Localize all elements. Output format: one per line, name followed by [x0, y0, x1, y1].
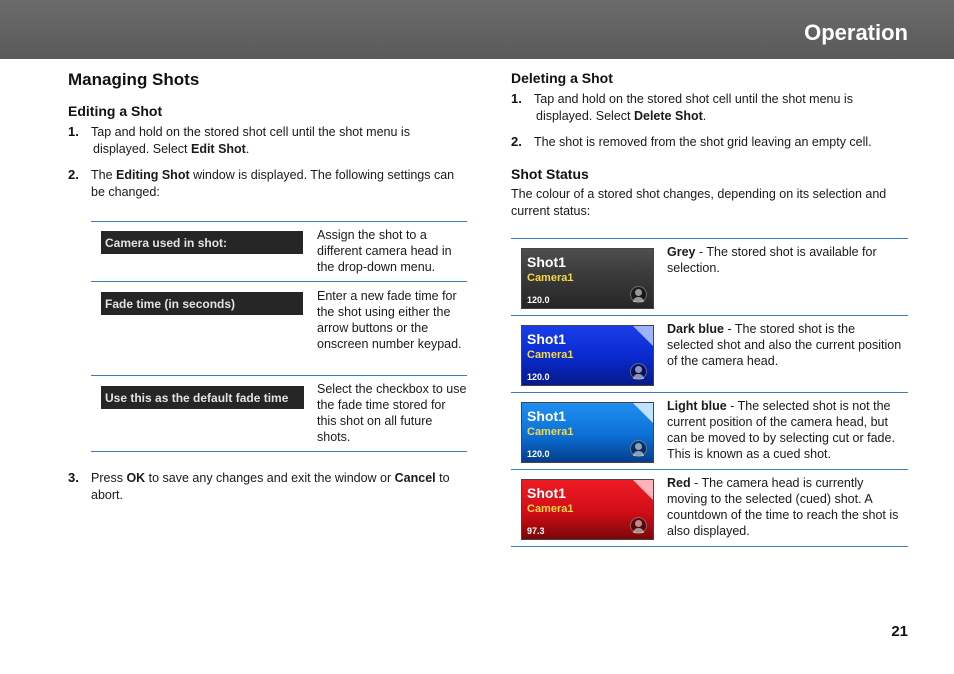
edit-step2-number: 2. [68, 167, 79, 182]
setting-desc-fade: Enter a new fade time for the shot using either the arrow buttons or the onscreen number keypad. [317, 289, 462, 351]
camera-head-icon [630, 440, 647, 457]
shot-camera: Camera1 [527, 426, 574, 438]
edit-step1-number: 1. [68, 124, 79, 139]
delete-step1-text: Tap and hold on the stored shot cell until the shot menu is displayed. Select Delete Shot. [534, 92, 853, 123]
page-number: 21 [891, 623, 908, 640]
shot-camera: Camera1 [527, 349, 574, 361]
selected-corner-mark [633, 480, 653, 500]
camera-head-icon [630, 286, 647, 303]
delete-step1-number: 1. [511, 91, 522, 106]
camera-head-icon [630, 363, 647, 380]
table-rule [91, 375, 467, 376]
camera-head-icon [630, 517, 647, 534]
edit-step2-text: The Editing Shot window is displayed. The following settings can be changed: [91, 168, 455, 199]
edit-step3-number: 3. [68, 470, 79, 485]
shot-name: Shot1 [527, 408, 566, 424]
edit-step1-text: Tap and hold on the stored shot cell until the shot menu is displayed. Select Edit Shot. [91, 125, 410, 156]
shot-cell-grey [521, 248, 654, 309]
shot-name: Shot1 [527, 331, 566, 347]
setting-desc-camera: Assign the shot to a different camera head in the drop-down menu. [317, 228, 452, 274]
shot-time: 120.0 [527, 372, 550, 382]
table-rule [91, 451, 467, 452]
status-desc-dark-blue: Dark blue - The stored shot is the selected shot and also the current position of the camera head. [667, 322, 902, 368]
shot-time: 120.0 [527, 449, 550, 459]
shot-cell-light-blue [521, 402, 654, 463]
shot-time: 97.3 [527, 526, 545, 536]
table-rule [511, 238, 908, 239]
setting-label-camera: Camera used in shot: [101, 231, 303, 254]
setting-desc-default-fade: Select the checkbox to use the fade time stored for this shot on all future shots. [317, 382, 467, 444]
shot-cell-red [521, 479, 654, 540]
table-rule [511, 315, 908, 316]
shot-name: Shot1 [527, 254, 566, 270]
status-desc-red: Red - The camera head is currently moving to the selected (cued) shot. A countdown of the time to reach the shot is also displayed. [667, 476, 899, 538]
selected-corner-mark [633, 403, 653, 423]
shot-time: 120.0 [527, 295, 550, 305]
status-intro: The colour of a stored shot changes, depending on its selection and current status: [511, 187, 887, 218]
section-title: Managing Shots [68, 70, 200, 89]
setting-label-default-fade: Use this as the default fade time [101, 386, 304, 409]
shot-cell-dark-blue [521, 325, 654, 386]
status-heading: Shot Status [511, 166, 589, 182]
table-rule [511, 469, 908, 470]
table-rule [511, 546, 908, 547]
delete-step2-text: The shot is removed from the shot grid leaving an empty cell. [534, 135, 872, 149]
edit-step3-text: Press OK to save any changes and exit the window or Cancel to abort. [91, 471, 450, 502]
editing-heading: Editing a Shot [68, 103, 163, 119]
table-rule [91, 221, 467, 222]
selected-corner-mark [633, 326, 653, 346]
shot-camera: Camera1 [527, 272, 574, 284]
delete-step2-number: 2. [511, 134, 522, 149]
status-desc-grey: Grey - The stored shot is available for selection. [667, 245, 877, 275]
header-title: Operation [804, 20, 908, 45]
shot-name: Shot1 [527, 485, 566, 501]
setting-label-fade: Fade time (in seconds) [101, 292, 303, 315]
table-rule [511, 392, 908, 393]
shot-camera: Camera1 [527, 503, 574, 515]
table-rule [91, 281, 467, 282]
deleting-heading: Deleting a Shot [511, 70, 613, 86]
status-desc-light-blue: Light blue - The selected shot is not the current position of the camera head, but can be moved to by selecting cut or fade. This is known as a cued shot. [667, 399, 895, 461]
